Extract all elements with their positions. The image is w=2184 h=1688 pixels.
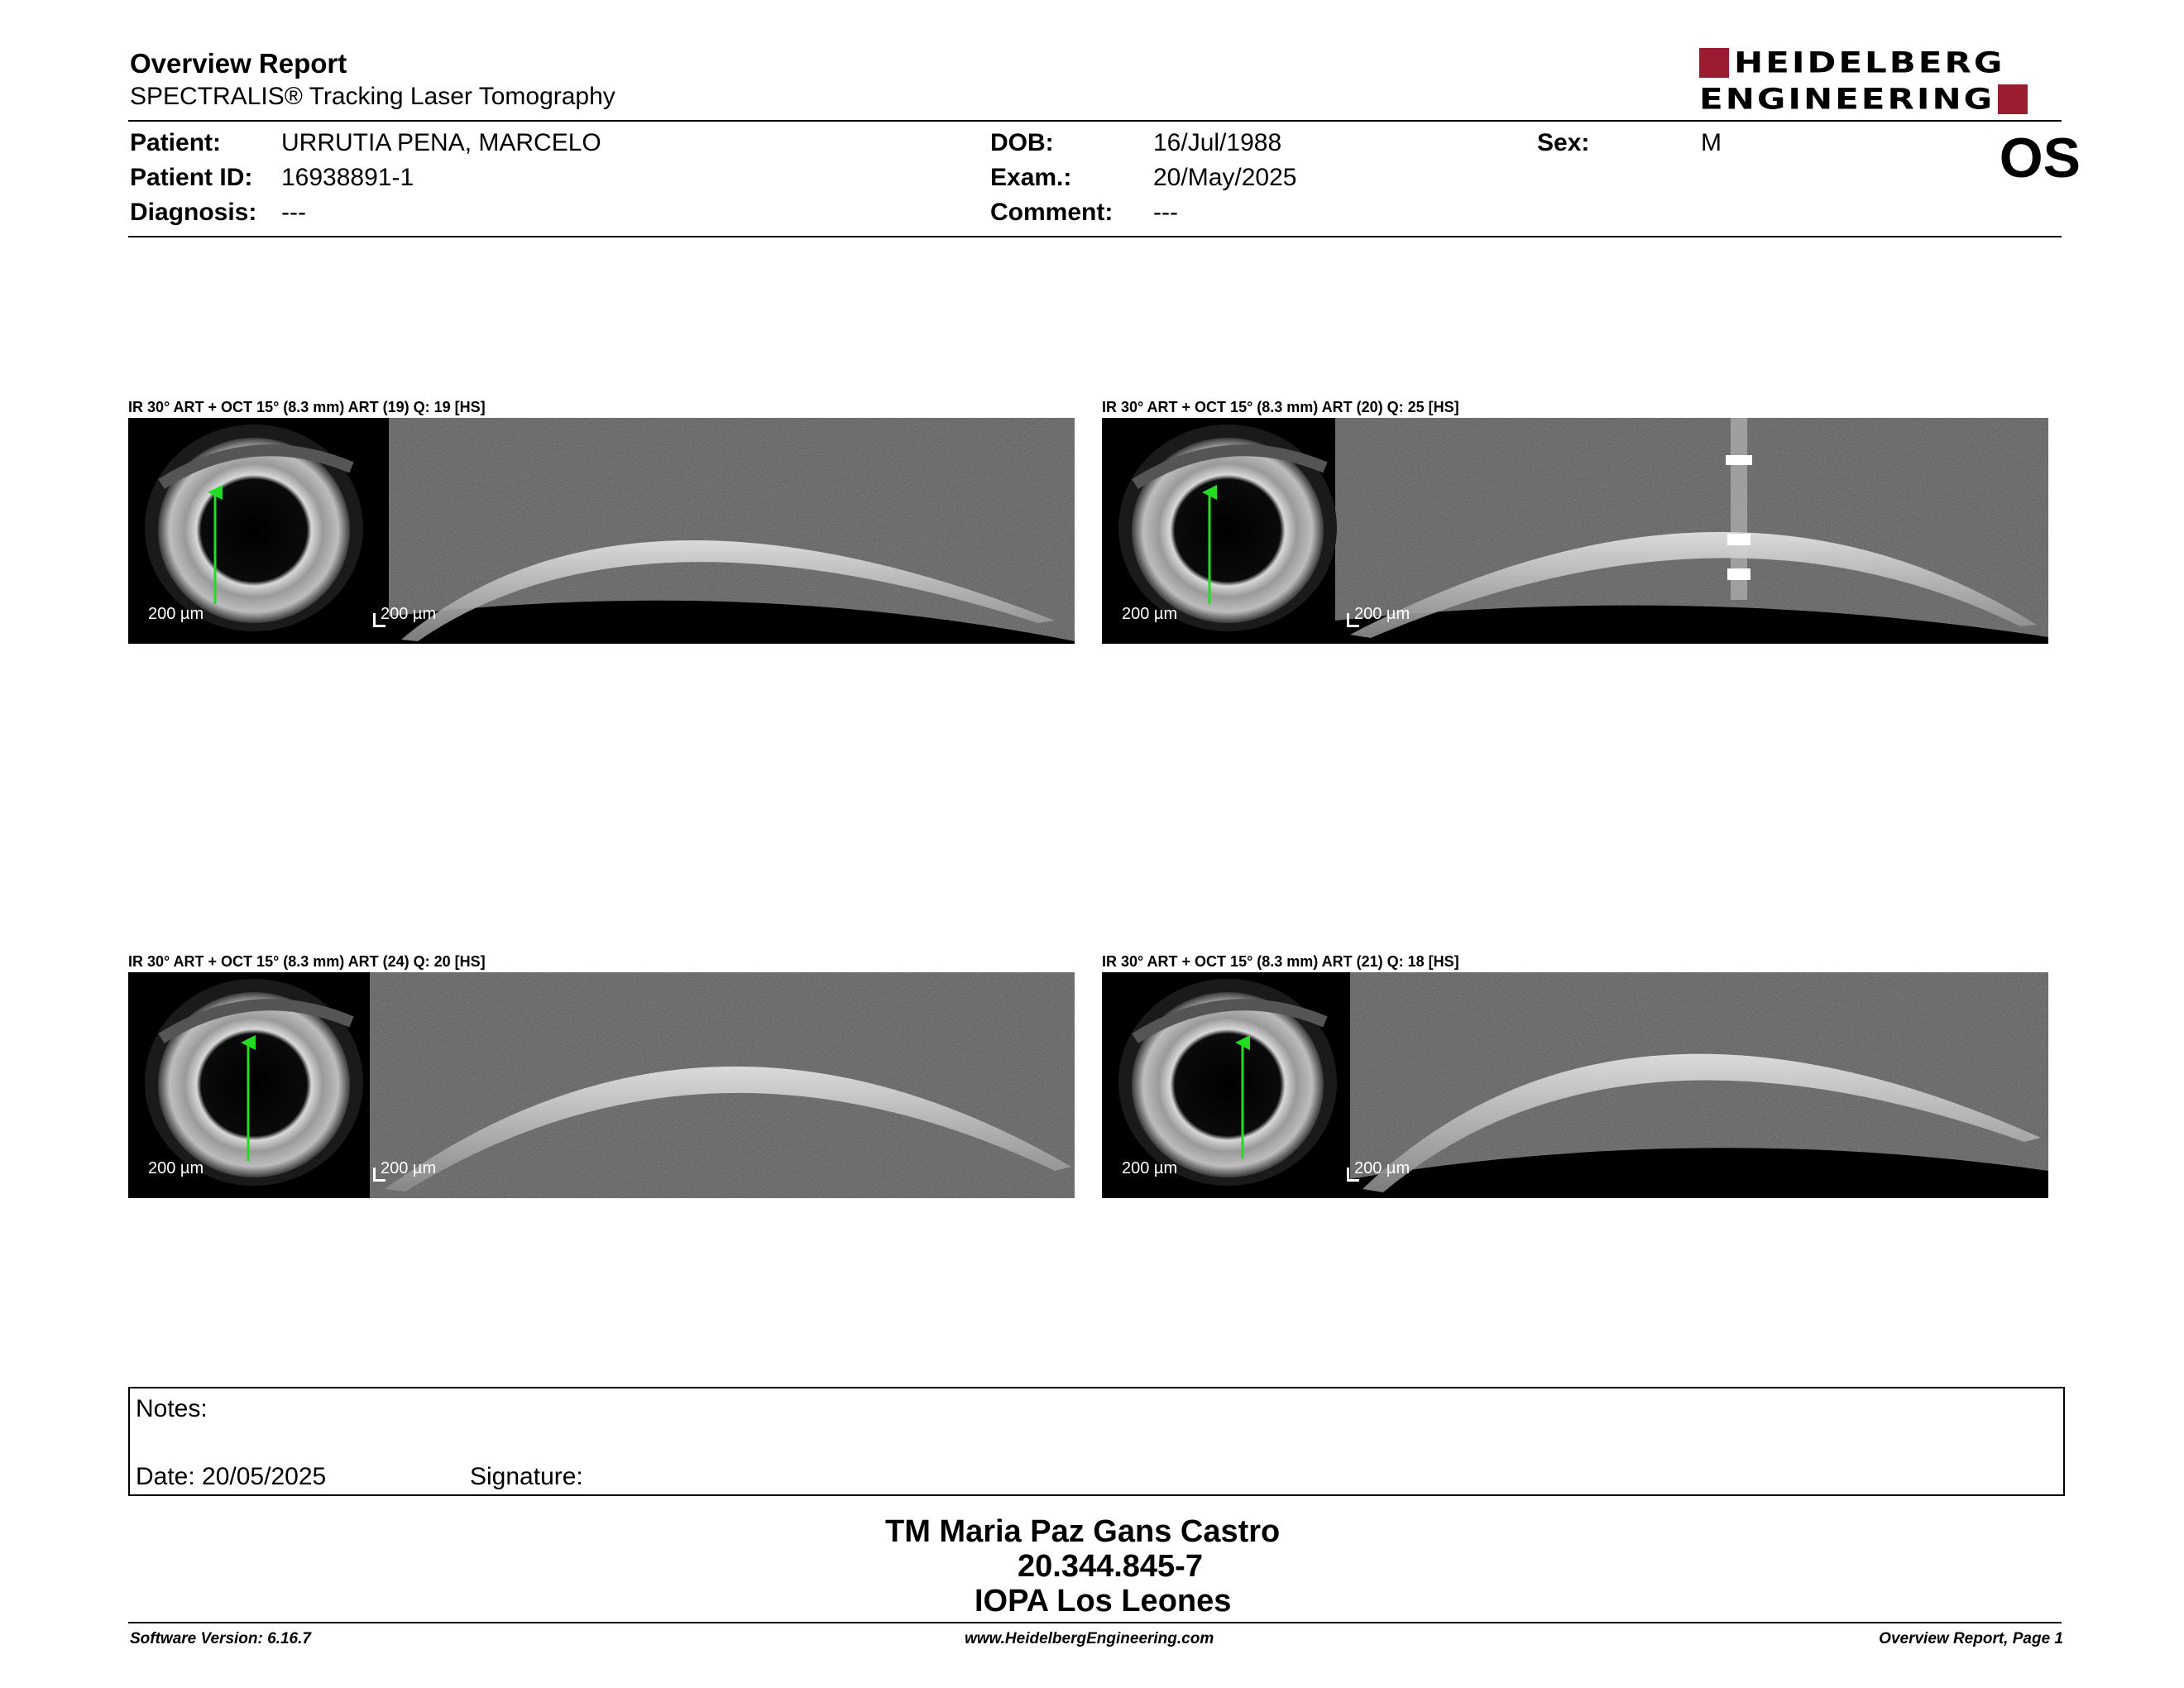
logo-line-2 [1699,83,2028,116]
patient-info-rule [128,236,2062,237]
patient-label: Patient: [130,129,222,156]
page-number: Overview Report, Page 1 [1879,1630,2063,1647]
scan-image [1102,972,2048,1198]
diagnosis-value: --- [281,199,306,226]
scan-panel-1[interactable] [128,418,1075,644]
diagnosis-label: Diagnosis: [130,199,257,226]
signatory-id: 20.344.845-7 [1018,1549,1203,1584]
exam-label: Exam.: [990,164,1072,191]
scan-image [128,418,1075,644]
patient-name: URRUTIA PENA, MARCELO [281,129,601,156]
patient-id-label: Patient ID: [130,164,253,191]
eye-laterality: OS [1999,127,2081,189]
heidelberg-logo [1699,46,2081,117]
scan-title: IR 30° ART + OCT 15° (8.3 mm) ART (20) Q: 25 [HS] [1102,399,1459,415]
logo-square-icon [1998,84,2028,114]
dob-label: DOB: [990,129,1054,156]
scan-image [128,972,1075,1198]
scan-title: IR 30° ART + OCT 15° (8.3 mm) ART (24) Q: 20 [HS] [128,953,486,970]
comment-value: --- [1153,199,1178,226]
scale-label-ir: 200 µm [1122,1159,1178,1177]
logo-line-1 [1699,46,2004,79]
website-link[interactable]: www.HeidelbergEngineering.com [965,1630,1214,1647]
comment-label: Comment: [990,199,1114,226]
logo-text-2: ENGINEERING [1699,82,1995,116]
scan-panel-4[interactable] [1102,972,2048,1198]
scan-panel-2[interactable] [1102,418,2048,644]
footer-rule [128,1622,2062,1623]
software-version: Software Version: 6.16.7 [130,1630,311,1647]
scale-label-oct: 200 µm [381,605,437,623]
signatory-name: TM Maria Paz Gans Castro [885,1514,1281,1549]
dob-value: 16/Jul/1988 [1153,129,1282,156]
notes-label: Notes: [136,1395,208,1422]
scale-label-oct: 200 µm [1354,605,1410,623]
logo-text-1: HEIDELBERG [1734,46,2005,79]
sex-label: Sex: [1537,129,1590,156]
report-subtitle: SPECTRALIS® Tracking Laser Tomography [130,83,615,110]
scan-title: IR 30° ART + OCT 15° (8.3 mm) ART (19) Q: 19 [HS] [128,399,486,415]
scan-title: IR 30° ART + OCT 15° (8.3 mm) ART (21) Q: 18 [HS] [1102,953,1459,970]
notes-box[interactable] [128,1387,2065,1496]
signature-label: Signature: [470,1463,583,1490]
header-rule [128,120,2062,122]
report-title: Overview Report [130,48,347,79]
scale-label-oct: 200 µm [381,1159,437,1177]
scan-panel-3[interactable] [128,972,1075,1198]
scale-label-ir: 200 µm [148,605,204,623]
signatory-institution: IOPA Los Leones [975,1584,1232,1618]
scan-image [1102,418,2048,644]
scale-label-oct: 200 µm [1354,1159,1410,1177]
scale-label-ir: 200 µm [1122,605,1178,623]
exam-value: 20/May/2025 [1153,164,1297,191]
scale-label-ir: 200 µm [148,1159,204,1177]
patient-id: 16938891-1 [281,164,414,191]
date-label: Date: 20/05/2025 [136,1463,327,1490]
logo-square-icon [1699,48,1729,78]
sex-value: M [1701,129,1722,156]
